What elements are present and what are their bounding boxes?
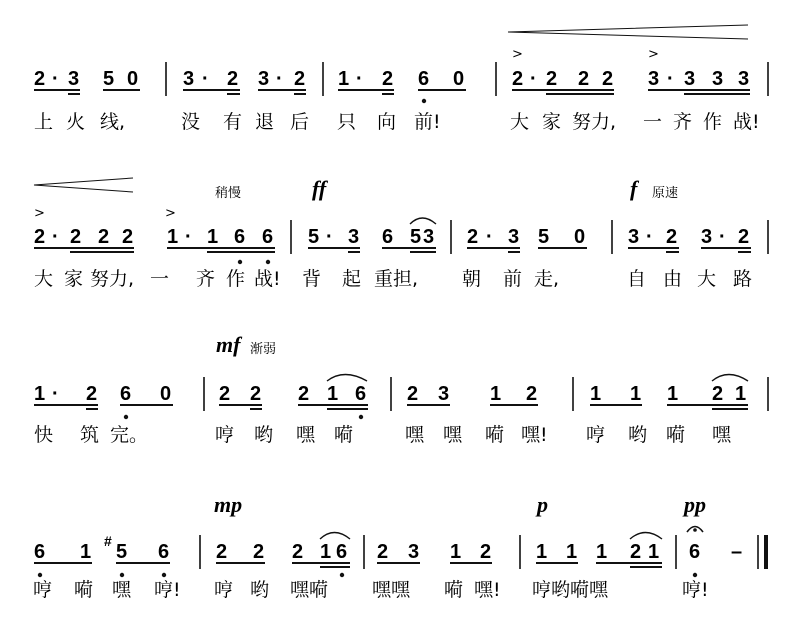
note-dot: ·: [530, 68, 537, 90]
lyric: 嘿!: [521, 424, 548, 446]
note: 0: [160, 383, 172, 405]
lyric: 背: [302, 268, 322, 290]
note: 3: [68, 68, 80, 90]
note: 6: [689, 541, 701, 563]
note: 1: [590, 383, 602, 405]
lyric: 一: [150, 268, 170, 290]
low-octave-dot: [238, 260, 242, 264]
note: 6: [120, 383, 132, 405]
lyric: 嘿: [296, 424, 316, 446]
lyric: 家: [64, 268, 84, 290]
note: 2: [407, 383, 419, 405]
note: 3: [348, 226, 360, 248]
lyric: 后: [290, 111, 310, 133]
note-dot: ·: [52, 226, 59, 248]
note: 6: [34, 541, 46, 563]
note: 1: [536, 541, 548, 563]
lyric: 只: [337, 111, 357, 133]
lyric: 自: [627, 268, 647, 290]
lyric: 筑: [80, 424, 100, 446]
note: 6: [336, 541, 348, 563]
note: 1: [630, 383, 642, 405]
accent-mark: >: [34, 206, 45, 221]
note: 3: [648, 68, 660, 90]
lyric: 战!: [733, 111, 760, 133]
crescendo-hairpin: [34, 178, 133, 192]
note: 5: [538, 226, 550, 248]
note: 6: [418, 68, 430, 90]
lyric: 嘿: [112, 579, 132, 601]
note: 6: [355, 383, 367, 405]
dynamic-mf: mf: [216, 332, 241, 357]
lyric: 嗬: [485, 424, 505, 446]
note: 1: [490, 383, 502, 405]
slur: [630, 533, 662, 540]
note: 1: [566, 541, 578, 563]
lyric: 哼: [214, 579, 234, 601]
note: 2: [602, 68, 614, 90]
note: 5: [410, 226, 422, 248]
lyric: 嘿: [405, 424, 425, 446]
lyric: 作: [703, 111, 723, 133]
lyric: 由: [663, 268, 683, 290]
note: 2: [122, 226, 134, 248]
note: 3: [423, 226, 435, 248]
note-dot: ·: [185, 226, 192, 248]
lyric: 作: [226, 268, 246, 290]
note-dot: ·: [356, 68, 363, 90]
note: 3: [712, 68, 724, 90]
note: 2: [34, 68, 46, 90]
lyric: 哟: [250, 579, 270, 601]
lyric: 重担,: [374, 268, 419, 290]
note-dot: ·: [486, 226, 493, 248]
lyric: 嘿: [712, 424, 732, 446]
lyric: 哼: [215, 424, 235, 446]
note: 6: [382, 226, 394, 248]
note: 1: [648, 541, 660, 563]
note: 2: [34, 226, 46, 248]
note-dot: ·: [276, 68, 283, 90]
slur: [712, 375, 748, 382]
note: 1: [338, 68, 350, 90]
note: 2: [292, 541, 304, 563]
note: 1: [207, 226, 219, 248]
low-octave-dot: [120, 573, 124, 577]
lyric: 退: [255, 111, 275, 133]
note: 3: [701, 226, 713, 248]
note: 1: [450, 541, 462, 563]
fermata-dot: [693, 528, 697, 532]
note: 2: [630, 541, 642, 563]
lyric: 嘿嘿: [372, 579, 411, 601]
note-dot: ·: [52, 68, 59, 90]
accent-mark: >: [648, 47, 659, 62]
note: 2: [512, 68, 524, 90]
low-octave-dot: [340, 573, 344, 577]
note: 2: [738, 226, 750, 248]
lyric: 朝: [462, 268, 482, 290]
note-dot: ·: [326, 226, 333, 248]
lyric: 努力,: [90, 268, 135, 290]
note: 0: [574, 226, 586, 248]
lyric: 哼哟嗬嘿: [532, 579, 609, 601]
lyric: 向: [377, 111, 397, 133]
note: 3: [408, 541, 420, 563]
note: 1: [327, 383, 339, 405]
lyric: 前: [503, 268, 523, 290]
lyric: 齐: [673, 111, 693, 133]
dynamic-mp: mp: [214, 492, 243, 517]
note: 1: [167, 226, 179, 248]
low-octave-dot: [38, 573, 42, 577]
note: 3: [183, 68, 195, 90]
note: 2: [467, 226, 479, 248]
lyric: 大: [697, 268, 717, 290]
lyric: 路: [733, 268, 753, 290]
dynamic-pp: pp: [684, 492, 706, 517]
note-dot: ·: [646, 226, 653, 248]
note: 0: [453, 68, 465, 90]
lyric: 走,: [534, 268, 560, 290]
note: 2: [546, 68, 558, 90]
lyric: 前!: [414, 111, 441, 133]
note: 2: [298, 383, 310, 405]
low-octave-dot: [266, 260, 270, 264]
note: 2: [253, 541, 265, 563]
dynamic-p: p: [537, 492, 548, 517]
lyric: 嘿: [443, 424, 463, 446]
lyric: 嗬: [444, 579, 464, 601]
lyric: 嘿!: [474, 579, 501, 601]
lyric: 大: [510, 111, 530, 133]
lyric: 嘿嗬: [290, 579, 329, 601]
lyric: 线,: [100, 111, 126, 133]
low-octave-dot: [359, 415, 363, 419]
note: 0: [127, 68, 139, 90]
note: 1: [735, 383, 747, 405]
note: 2: [86, 383, 98, 405]
note-dot: ·: [52, 383, 59, 405]
note: 2: [216, 541, 228, 563]
low-octave-dot: [124, 415, 128, 419]
lyric: 上: [34, 111, 54, 133]
note: 2: [227, 68, 239, 90]
note: 2: [666, 226, 678, 248]
note: 6: [234, 226, 246, 248]
lyric: 哟: [254, 424, 274, 446]
note: 3: [258, 68, 270, 90]
lyric: 哼: [586, 424, 606, 446]
lyric: 有: [223, 111, 243, 133]
crescendo-hairpin: [508, 25, 748, 39]
lyric: 起: [342, 268, 362, 290]
note: 1: [80, 541, 92, 563]
accent-mark: >: [512, 47, 523, 62]
lyric: 嗬: [334, 424, 354, 446]
low-octave-dot: [693, 573, 697, 577]
dim-marking: 渐弱: [250, 342, 277, 357]
slur: [320, 533, 350, 540]
tempo-original: 原速: [652, 186, 679, 201]
note: 2: [480, 541, 492, 563]
note-dot: ·: [202, 68, 209, 90]
note: 1: [667, 383, 679, 405]
sharp-sign: #: [104, 533, 112, 549]
dash: –: [731, 541, 743, 563]
lyric: 齐: [196, 268, 216, 290]
dynamic-ff: ff: [312, 176, 327, 201]
note: 5: [116, 541, 128, 563]
low-octave-dot: [422, 99, 426, 103]
note: 1: [596, 541, 608, 563]
lyric: 家: [542, 111, 562, 133]
note: 2: [377, 541, 389, 563]
lyric: 没: [181, 111, 201, 133]
lyric: 火: [66, 111, 86, 133]
note: 2: [712, 383, 724, 405]
lyric: 哼!: [154, 579, 181, 601]
note: 5: [103, 68, 115, 90]
lyric: 嗬: [74, 579, 94, 601]
lyric: 嗬: [666, 424, 686, 446]
note: 2: [382, 68, 394, 90]
note: 1: [320, 541, 332, 563]
note: 2: [578, 68, 590, 90]
lyric: 哼: [33, 579, 53, 601]
accent-mark: >: [165, 206, 176, 221]
slur: [410, 218, 436, 224]
lyric: 一: [643, 111, 663, 133]
slur: [327, 375, 367, 382]
note: 2: [250, 383, 262, 405]
lyric: 努力,: [572, 111, 617, 133]
lyric: 快: [34, 424, 54, 446]
note: 6: [158, 541, 170, 563]
lyric: 完。: [110, 424, 149, 446]
note: 3: [628, 226, 640, 248]
note: 5: [308, 226, 320, 248]
note: 2: [526, 383, 538, 405]
note: 2: [98, 226, 110, 248]
note-dot: ·: [667, 68, 674, 90]
note: 2: [294, 68, 306, 90]
note: 2: [70, 226, 82, 248]
dynamic-f: f: [630, 176, 638, 201]
note: 2: [219, 383, 231, 405]
lyric: 哟: [628, 424, 648, 446]
note: 3: [738, 68, 750, 90]
note: 3: [508, 226, 520, 248]
lyric: 战!: [254, 268, 281, 290]
note: 6: [262, 226, 274, 248]
note: 1: [34, 383, 46, 405]
note-dot: ·: [719, 226, 726, 248]
low-octave-dot: [162, 573, 166, 577]
note: 3: [438, 383, 450, 405]
note: 3: [684, 68, 696, 90]
lyric: 大: [34, 268, 54, 290]
tempo-slow: 稍慢: [215, 186, 242, 201]
lyric: 哼!: [682, 579, 709, 601]
